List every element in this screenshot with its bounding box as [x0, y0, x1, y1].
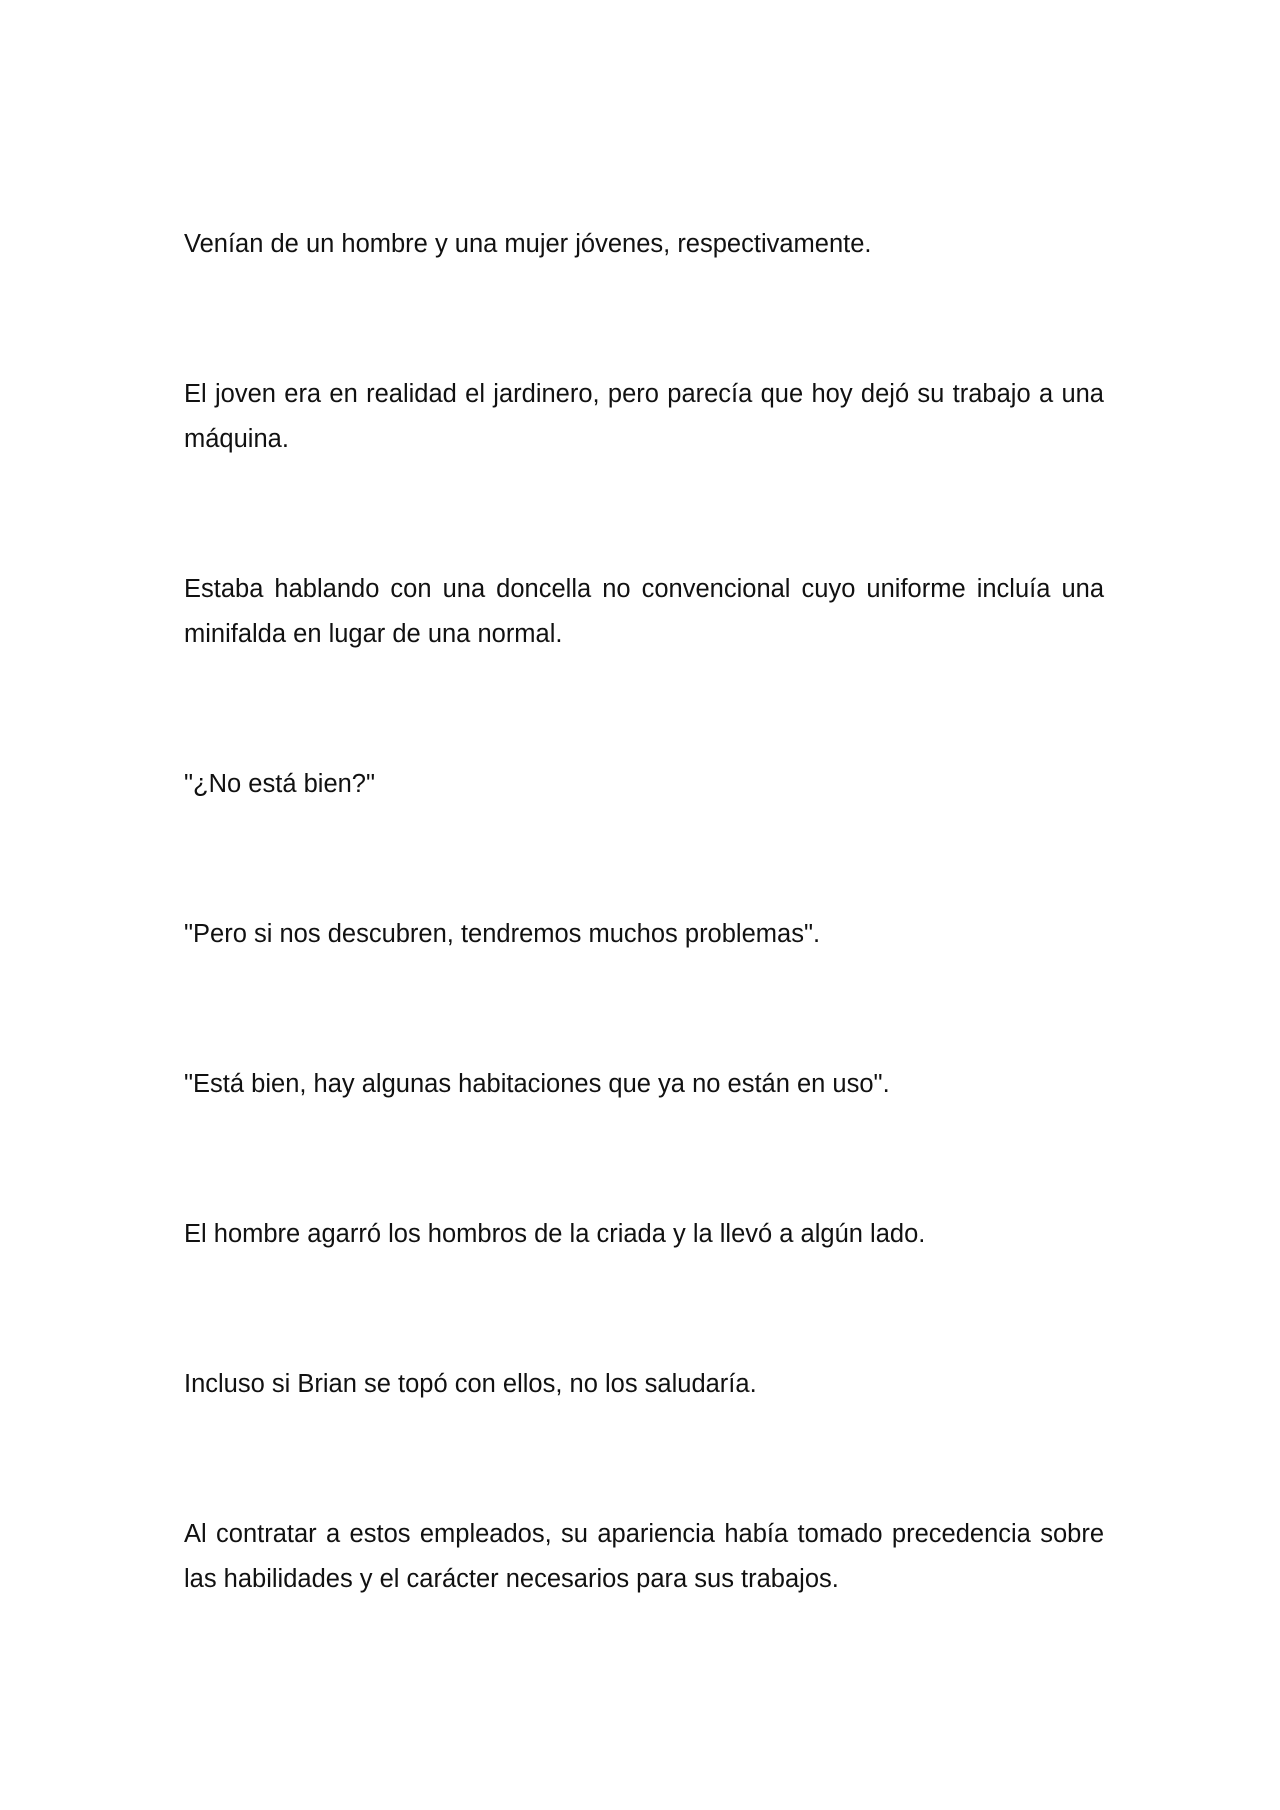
- paragraph: "Pero si nos descubren, tendremos muchos problemas".: [184, 920, 821, 948]
- paragraph: "Está bien, hay algunas habitaciones que ya no están en uso".: [184, 1070, 890, 1098]
- paragraph: Venían de un hombre y una mujer jóvenes, respectivamente.: [184, 230, 872, 258]
- paragraph: "¿No está bien?": [184, 770, 376, 798]
- paragraph: El hombre agarró los hombros de la criada y la llevó a algún lado.: [184, 1220, 926, 1248]
- paragraph: Estaba hablando con una doncella no convencional cuyo uniforme incluía una minifalda en lugar de una normal.: [184, 575, 1104, 648]
- paragraph: Al contratar a estos empleados, su apariencia había tomado precedencia sobre las habilidades y el carácter necesarios para sus trabajos.: [184, 1520, 1104, 1593]
- paragraph: El joven era en realidad el jardinero, pero parecía que hoy dejó su trabajo a una máquina.: [184, 380, 1104, 453]
- paragraph: Incluso si Brian se topó con ellos, no los saludaría.: [184, 1370, 757, 1398]
